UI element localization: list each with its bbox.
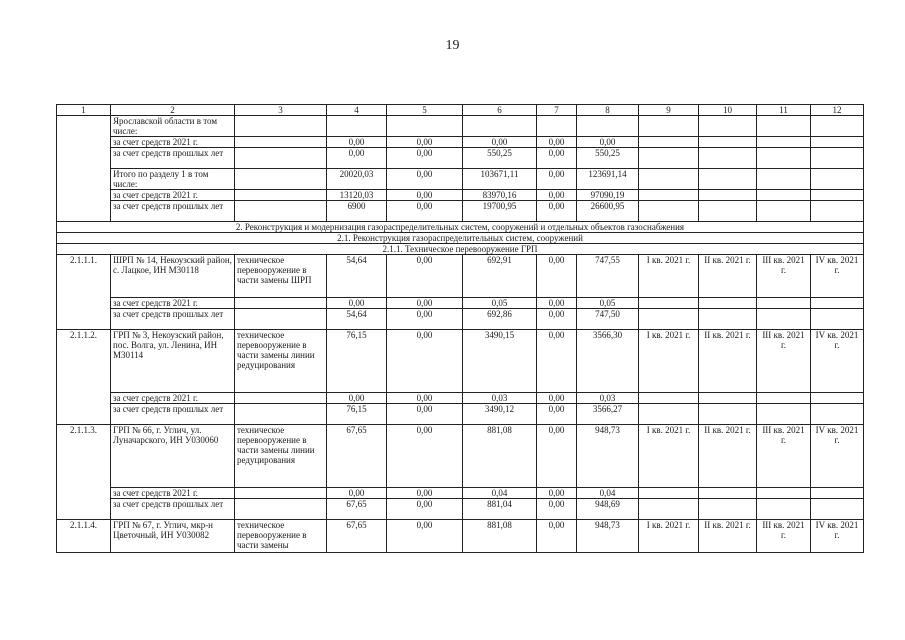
table-row: 2.1.1.2. ГРП № 3, Некоузский район, пос. Волга, ул. Ленина, ИН М30114 техническое перевооружение в части замены линии редуцирования 76,15 0,00 3490,15 0,00 3566,30 I кв. 2021 г. II кв. 2021 г. III кв. 2021 г. IV кв. 2021 г. <box>57 330 864 393</box>
table-row: 2.1.1.4. ГРП № 67, г. Углич, мкр-н Цветочный, ИН У030082 техническое перевооружение в части замены 67,65 0,00 881,08 0,00 948,73 I кв. 2021 г. II кв. 2021 г. III кв. 2021 г. IV кв. 2021 г. <box>57 520 864 553</box>
row-label: за счет средств прошлых лет <box>111 148 235 169</box>
item-work: техническое перевооружение в части замены линии редуцирования <box>235 330 327 393</box>
table-row: за счет средств прошлых лет 54,64 0,00 692,86 0,00 747,50 <box>57 309 864 330</box>
item-name: ГРП № 3, Некоузский район, пос. Волга, ул. Ленина, ИН М30114 <box>111 330 235 393</box>
item-code: 2.1.1.4. <box>57 520 111 553</box>
page-number: 19 <box>445 38 460 53</box>
col-header: 4 <box>327 105 387 116</box>
item-name: ШРП № 14, Некоузский район, с. Лацкое, ИН М30118 <box>111 255 235 298</box>
item-work: техническое перевооружение в части замены линии редуцирования <box>235 425 327 488</box>
table-row: за счет средств 2021 г. 0,00 0,00 0,00 0,00 0,00 <box>57 137 864 148</box>
table-row: за счет средств прошлых лет 6900 0,00 19700,95 0,00 26600,95 <box>57 201 864 222</box>
table-row: за счет средств прошлых лет 0,00 0,00 550,25 0,00 550,25 <box>57 148 864 169</box>
table-row: за счет средств 2021 г. 0,00 0,00 0,04 0,00 0,04 <box>57 488 864 499</box>
section-header: 2.1.1. Техническое перевооружение ГРП <box>57 244 864 255</box>
section-header: 2.1. Реконструкция газораспределительных систем, сооружений <box>57 233 864 244</box>
item-code: 2.1.1.3. <box>57 425 111 520</box>
row-label: за счет средств 2021 г. <box>111 137 235 148</box>
table-row <box>57 116 864 137</box>
item-work: техническое перевооружение в части замены <box>235 520 327 553</box>
col-header: 1 <box>57 105 111 116</box>
table-row: 2.1.1.3. ГРП № 66, г. Углич, ул. Луначарского, ИН У030060 техническое перевооружение в части замены линии редуцирования 67,65 0,00 881,08 0,00 948,73 I кв. 2021 г. II кв. 2021 г. III кв. 2021 г. IV кв. 2021 г. <box>57 425 864 488</box>
row-label: за счет средств прошлых лет <box>111 201 235 222</box>
row-label: за счет средств 2021 г. <box>111 190 235 201</box>
investment-program-table <box>56 104 864 553</box>
section-header: 2. Реконструкция и модернизация газораспределительных систем, сооружений и отдельных объектов газоснабжения <box>57 222 864 233</box>
item-code: 2.1.1.2. <box>57 330 111 425</box>
col-header: 10 <box>699 105 757 116</box>
col-header: 5 <box>387 105 463 116</box>
row-label: Итого по разделу 1 в том числе: <box>111 169 235 190</box>
item-name: ГРП № 66, г. Углич, ул. Луначарского, ИН У030060 <box>111 425 235 488</box>
col-header: 12 <box>811 105 864 116</box>
item-name: ГРП № 67, г. Углич, мкр-н Цветочный, ИН У030082 <box>111 520 235 553</box>
col-header: 2 <box>111 105 235 116</box>
table-row: за счет средств 2021 г. 0,00 0,00 0,03 0,00 0,03 <box>57 393 864 404</box>
col-header: 3 <box>235 105 327 116</box>
item-code: 2.1.1.1. <box>57 255 111 330</box>
item-work: техническое перевооружение в части замены ШРП <box>235 255 327 298</box>
table-row: за счет средств прошлых лет 67,65 0,00 881,04 0,00 948,69 <box>57 499 864 520</box>
col-header: 8 <box>577 105 639 116</box>
row-label: Ярославской области в том числе: <box>111 116 235 137</box>
col-header: 9 <box>639 105 699 116</box>
col-header: 7 <box>537 105 577 116</box>
table-row: Итого по разделу 1 в том числе: 20020,03 0,00 103671,11 0,00 123691,14 <box>57 169 864 190</box>
table-row: за счет средств прошлых лет 76,15 0,00 3490,12 0,00 3566,27 <box>57 404 864 425</box>
table-row: за счет средств 2021 г. 13120,03 0,00 83970,16 0,00 97090,19 <box>57 190 864 201</box>
table-row: 2.1.1.1. ШРП № 14, Некоузский район, с. Лацкое, ИН М30118 техническое перевооружение в части замены ШРП 54,64 0,00 692,91 0,00 747,55 I кв. 2021 г. II кв. 2021 г. III кв. 2021 г. IV кв. 2021 г. <box>57 255 864 298</box>
col-header: 6 <box>463 105 537 116</box>
column-number-row <box>57 105 864 116</box>
table-row: за счет средств 2021 г. 0,00 0,00 0,05 0,00 0,05 <box>57 298 864 309</box>
col-header: 11 <box>757 105 811 116</box>
